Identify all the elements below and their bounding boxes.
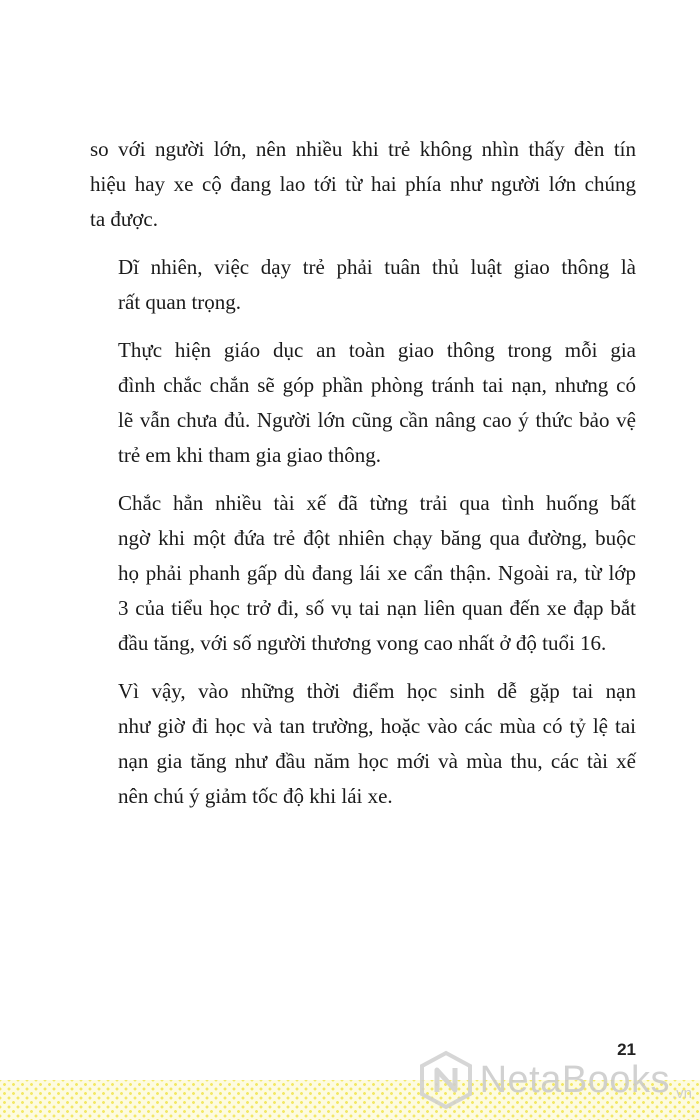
paragraph — [90, 250, 636, 320]
text-line: đầu tăng, với số người thương vong cao nhất ở độ tuổi 16. — [118, 631, 607, 655]
watermark — [418, 1048, 692, 1112]
text-line: Chắc hẳn nhiều tài xế đã từng trải qua tình huống bất — [118, 491, 636, 515]
text-line: trẻ em khi tham gia giao thông. — [118, 443, 382, 467]
watermark-text: NetaBooks — [479, 1058, 670, 1101]
text-line: Dĩ nhiên, việc dạy trẻ phải tuân thủ luật giao thông là — [118, 255, 636, 279]
paragraph — [90, 486, 636, 661]
page-body-text — [90, 132, 636, 827]
text-line: như giờ đi học và tan trường, hoặc vào các mùa có tỷ lệ tai — [118, 714, 636, 738]
text-line: 3 của tiểu học trở đi, số vụ tai nạn liên quan đến xe đạp bắt — [118, 596, 636, 620]
text-line: hiệu hay xe cộ đang lao tới từ hai phía như người lớn chúng — [90, 172, 636, 196]
text-line: rất quan trọng. — [118, 290, 242, 314]
text-line: ta được. — [90, 207, 158, 231]
text-line: Thực hiện giáo dục an toàn giao thông trong mỗi gia — [118, 338, 636, 362]
text-line: nạn gia tăng như đầu năm học mới và mùa thu, các tài xế — [118, 749, 636, 773]
text-line: họ phải phanh gấp dù đang lái xe cẩn thận. Ngoài ra, từ lớp — [118, 561, 636, 585]
watermark-suffix: .vn — [671, 1085, 692, 1102]
text-line: Vì vậy, vào những thời điểm học sinh dễ gặp tai nạn — [118, 679, 636, 703]
text-line: nên chú ý giảm tốc độ khi lái xe. — [118, 784, 393, 808]
page-number: 21 — [617, 1040, 636, 1059]
paragraph — [90, 333, 636, 473]
text-line: so với người lớn, nên nhiều khi trẻ không nhìn thấy đèn tín — [90, 137, 636, 161]
text-line: đình chắc chắn sẽ góp phần phòng tránh tai nạn, nhưng có — [118, 373, 636, 397]
paragraph — [90, 132, 636, 237]
paragraph — [90, 674, 636, 814]
netabooks-logo-icon — [418, 1050, 474, 1110]
text-line: ngờ khi một đứa trẻ đột nhiên chạy băng qua đường, buộc — [118, 526, 636, 550]
text-line: lẽ vẫn chưa đủ. Người lớn cũng cần nâng cao ý thức bảo vệ — [118, 408, 636, 432]
